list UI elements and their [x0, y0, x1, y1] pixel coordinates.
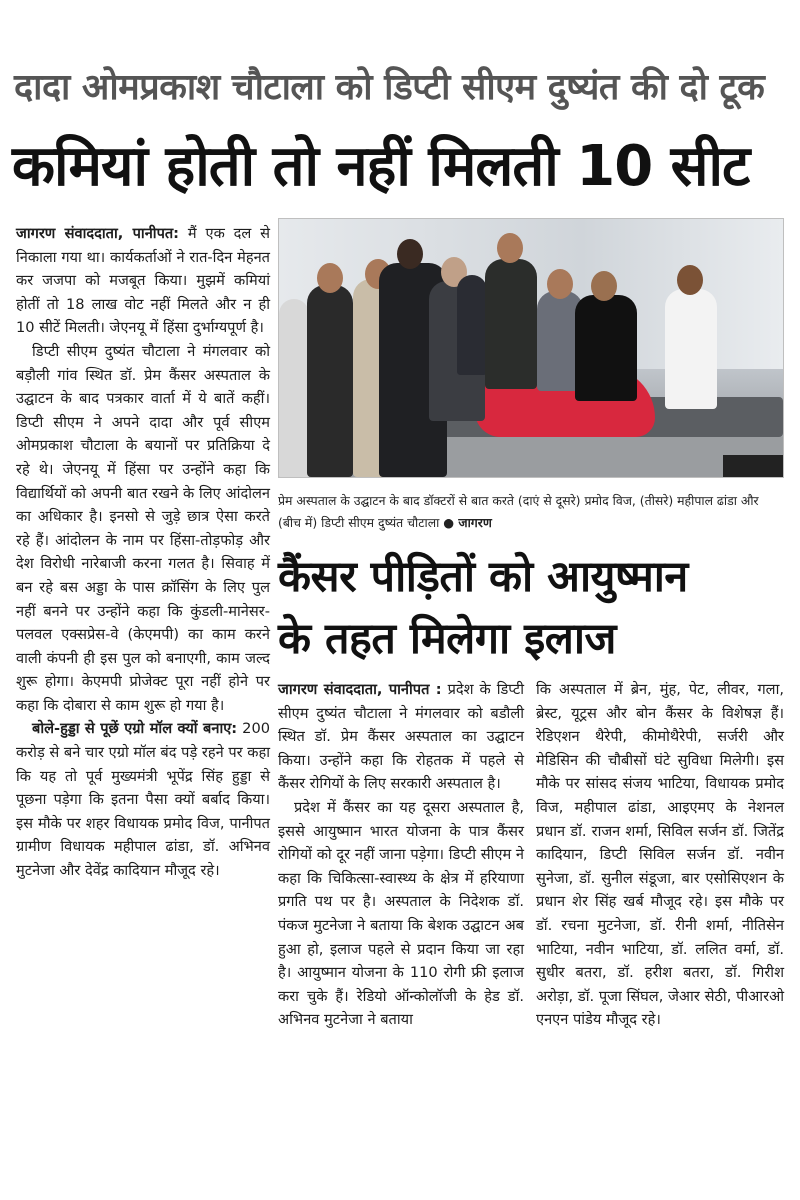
photo-person-1	[279, 299, 309, 478]
photo-head-8	[547, 269, 573, 299]
story1-byline: जागरण संवाददाता, पानीपत:	[16, 225, 180, 242]
photo-caption	[278, 490, 784, 534]
story2-headline-line2: के तहत मिलेगा इलाज	[278, 614, 616, 664]
story2-para-3: कि अस्पताल में ब्रेन, मुंह, पेट, लीवर, गला, ब्रेस्ट, यूट्रस और बोन कैंसर के विशेषज्ञ हैं। रेडिएशन थैरेपी, कीमोथैरेपी, सर्जरी और मेडिसिन की चौबीसों घंटे सुविधा मिलेगी। इस मौके पर सांसद संजय भाटिया, विधायक प्रमोद विज, महीपाल ढांडा, आइएमए के नेशनल प्रधान डॉ. राजन शर्मा, सिविल सर्जन डॉ. जितेंद्र कादियान, डिप्टी सिविल सर्जन डॉ. नवीन सुनेजा, डॉ. सुनील संडूजा, बार एसोसिएशन के प्रधान शेर सिंह खर्ब मौजूद रहे। इस मौके पर डॉ. रचना मुटनेजा, डॉ. रीनी शर्मा, नीतिसेन भाटिया, नवीन भाटिया, डॉ. ललित वर्मा, डॉ. सुधीर बतरा, डॉ. हरीश बतरा, डॉ. गिरीश अरोड़ा, डॉ. पूजा सिंघल, जेआर सेठी, पीआरओ एनएन पांडेय मौजूद रहे।	[536, 681, 784, 1029]
main-headline: कमियां होती तो नहीं मिलती 10 सीट	[12, 134, 750, 199]
story2-column-b	[536, 678, 784, 1032]
photo-caption-text: प्रेम अस्पताल के उद्घाटन के बाद डॉक्टरों से बात करते (दाएं से दूसरे) प्रमोद विज, (तीसरे) महीपाल ढांडा और (बीच में) डिप्टी सीएम दुष्यंत चौटाला	[278, 493, 759, 530]
story1-para-2: डिप्टी सीएम दुष्यंत चौटाला ने मंगलवार को बड़ौली गांव स्थित डॉ. प्रेम कैंसर अस्पताल के उद्घाटन के बाद पत्रकार वार्ता में ये बातें कहीं। डिप्टी सीएम ने अपने दादा और पूर्व सीएम ओमप्रकाश चौटाला के बयानों पर प्रतिक्रिया दे रहे थे। जेएनयू में हिंसा पर उन्होंने कहा कि विद्यार्थियों को अपनी बात रखने के लिए आंदोलन का अधिकार है। इनसो से जुड़े छात्र ऐसा करते रहे हैं। आंदोलन के नाम पर हिंसा-तोड़फोड़ और देश विरोधी नारेबाजी करना गलत है। सिवाह में बन रहे बस अड्डा के पास क्रॉसिंग के लिए पुल नहीं बनने पर उन्होंने कहा कि कुंडली-मानेसर-पलवल एक्सप्रेस-वे (केएमपी) का काम करने वाली कंपनी ही इस पुल को बनाएगी, काम जल्द शुरू होगा। केएमपी प्रोजेक्ट पूरा नहीं होने पर कहा कि दोबारा से काम शुरू हो गया है।	[16, 342, 270, 714]
photo-person-6	[457, 275, 487, 375]
story2-para-2: प्रदेश में कैंसर का यह दूसरा अस्पताल है, इससे आयुष्मान भारत योजना के पात्र कैंसर रोगियों को दूर नहीं जाना पड़ेगा। डिप्टी सीएम ने कहा कि चिकित्सा-स्वास्थ्य के क्षेत्र में हरियाणा प्रगति पथ पर है। अस्पताल के निदेशक डॉ. पंकज मुटनेजा ने बताया कि बेशक उद्घाटन अब हुआ हो, इलाज पहले से प्रदान किया जा रहा है। आयुष्मान योजना के 110 रोगी फ्री इलाज करा चुके हैं। रेडियो ऑन्कोलॉजी के हेड डॉ. अभिनव मुटनेजा ने बताया	[278, 798, 524, 1029]
photo-person-10	[665, 289, 717, 409]
photo-head-10	[677, 265, 703, 295]
story1-subhead-text: 200 करोड़ से बने चार एग्रो मॉल बंद पड़े रहने पर कहा कि यह तो पूर्व मुख्यमंत्री भूपेंद्र सिंह हुड्डा से पूछना पड़ेगा कि इतना पैसा क्यों बर्बाद किया। इस मौके पर शहर विधायक प्रमोद विज, पानीपत ग्रामीण विधायक महीपाल ढांडा, डॉ. अभिनव मुटनेजा और देवेंद्र कादियान मौजूद रहे।	[16, 720, 271, 880]
story1-subhead: बोले-हुड्डा से पूछें एग्रो मॉल क्यों बनाए:	[32, 720, 238, 738]
story2-headline-line1: कैंसर पीड़ितों को आयुष्मान	[278, 552, 688, 602]
kicker-headline: दादा ओमप्रकाश चौटाला को डिप्टी सीएम दुष्यंत की दो टूक	[14, 67, 765, 108]
story2-byline: जागरण संवाददाता, पानीपत :	[278, 681, 442, 698]
photo-head-2	[317, 263, 343, 293]
story1-column	[16, 222, 270, 883]
story2-headline	[278, 546, 784, 670]
photo-credit: ● जागरण	[443, 515, 492, 530]
photo-head-4	[397, 239, 423, 269]
photo-person-9	[575, 295, 637, 401]
story2-para-1-text: प्रदेश के डिप्टी सीएम दुष्यंत चौटाला ने मंगलवार को बडौली स्थित डॉ. प्रेम कैंसर अस्पताल का उद्घाटन किया। उन्होंने कहा कि रोहतक में पहले से कैंसर रोगियों के लिए सरकारी अस्पताल है।	[278, 681, 524, 793]
photo-person-7	[485, 259, 537, 389]
photo-head-7	[497, 233, 523, 263]
photo-person-2	[307, 285, 353, 477]
story2-column-a	[278, 678, 524, 1032]
photo-monitor	[723, 455, 783, 477]
story1-para-3	[16, 717, 270, 882]
story1-para-1-text: मैं एक दल से निकाला गया था। कार्यकर्ताओं ने रात-दिन मेहनत कर जजपा को मजबूत किया। मुझमें कमियां होतीं तो 18 लाख वोट नहीं मिलते और न ही 10 सीटें मिलती। जेएनयू में हिंसा दुर्भाग्यपूर्ण है।	[16, 225, 271, 337]
news-photo	[278, 218, 784, 478]
story2-para-1	[278, 678, 524, 796]
photo-head-9	[591, 271, 617, 301]
story1-para-1	[16, 222, 270, 340]
